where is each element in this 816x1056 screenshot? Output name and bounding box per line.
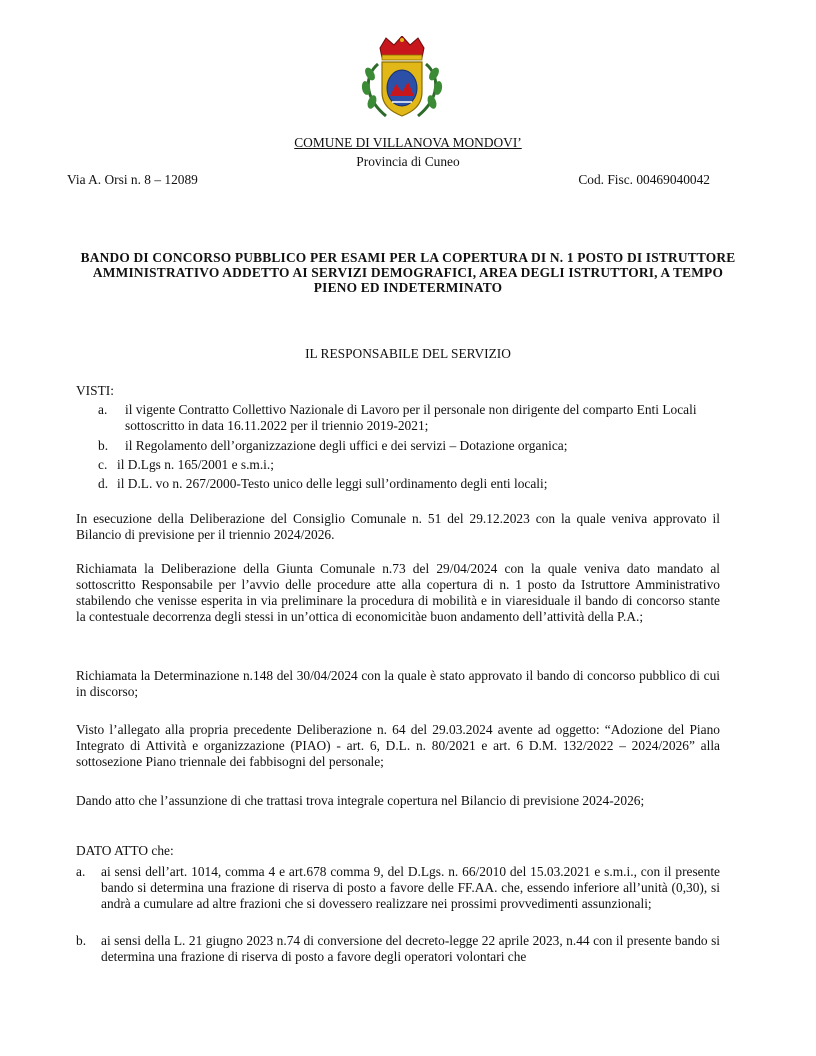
document-title: BANDO DI CONCORSO PUBBLICO PER ESAMI PER LA COPERTURA DI N. 1 POSTO DI ISTRUTTORE AMMINISTRATIVO ADDETTO AI SERVIZI DEMOGRAFICI, AREA DEGLI ISTRUTTORI, A TEMPO PIENO ED INDETERMINATO [80,250,736,295]
paragraph-piao: Visto l’allegato alla propria precedente Deliberazione n. 64 del 29.03.2024 avente ad oggetto: “Adozione del Piano Integrato di Attività e organizzazione (PIAO) - art. 6, D.L. n. 80/2021 e art. 6 D.M. 132/2022 – 2024/2026” alla sottosezione Piano triennale dei fabbisogni del personale; [76,722,720,769]
list-item-label: d. [98,476,109,491]
list-item-label: a. [76,864,86,879]
paragraph-determinazione: Richiamata la Determinazione n.148 del 30/04/2024 con la quale è stato approvato il bando di concorso pubblico di cui in discorso; [76,668,720,699]
coat-of-arms-logo [356,36,448,120]
list-item-label: a. [98,402,108,417]
section-heading-responsabile: IL RESPONSABILE DEL SERVIZIO [305,346,511,361]
list-item-text: il Regolamento dell’organizzazione degli uffici e dei servizi – Dotazione organica; [125,438,568,453]
province-name: Provincia di Cuneo [356,154,460,169]
paragraph-esecuzione: In esecuzione della Deliberazione del Consiglio Comunale n. 51 del 29.12.2023 con la quale veniva approvato il Bilancio di previsione per il triennio 2024/2026. [76,511,720,542]
list-item-text: ai sensi dell’art. 1014, comma 4 e art.678 comma 9, del D.Lgs. n. 66/2010 del 15.03.2021 e s.m.i., con il presente bando si determina una frazione di riserva di posto a favore delle FF.AA. che, essendo inferiore all’unità (0,30), si andrà a cumulare ad altre frazioni che si dovessero realizzare nei prossimi provvedimenti assunzionali; [101,864,720,911]
list-item-label: c. [98,457,108,472]
visti-heading: VISTI: [76,383,114,398]
paragraph-copertura: Dando atto che l’assunzione di che trattasi trova integrale copertura nel Bilancio di previsione 2024-2026; [76,793,645,808]
tax-code: Cod. Fisc. 00469040042 [578,172,710,187]
list-item-text: ai sensi della L. 21 giugno 2023 n.74 di conversione del decreto-legge 22 aprile 2023, n.44 con il presente bando si determina una frazione di riserva di posto a favore degli operatori volontari che [101,933,720,964]
list-item-label: b. [98,438,109,453]
address: Via A. Orsi n. 8 – 12089 [67,172,198,187]
list-item-text: il D.L. vo n. 267/2000-Testo unico delle leggi sull’ordinamento degli enti locali; [117,476,548,491]
paragraph-giunta: Richiamata la Deliberazione della Giunta Comunale n.73 del 29/04/2024 con la quale veniva dato mandato al sottoscritto Responsabile per l’avvio delle procedure atte alla copertura di n. 1 posto da Istruttore Amministrativo stabilendo che venisse esperita in via preliminare la procedura di mobilità e in viaresiduale il bando di concorso stante la contestuale decorrenza degli stessi in un’ottica di economicitàe buon andamento dell’attività della P.A.; [76,561,720,624]
municipality-name: COMUNE DI VILLANOVA MONDOVI’ [294,135,522,150]
list-item-label: b. [76,933,87,948]
list-item-text: il D.Lgs n. 165/2001 e s.m.i.; [117,457,274,472]
list-item-text: il vigente Contratto Collettivo Nazionale di Lavoro per il personale non dirigente del comparto Enti Locali sottoscritto in data 16.11.2022 per il triennio 2019-2021; [125,402,697,433]
dato-atto-heading: DATO ATTO che: [76,843,174,858]
